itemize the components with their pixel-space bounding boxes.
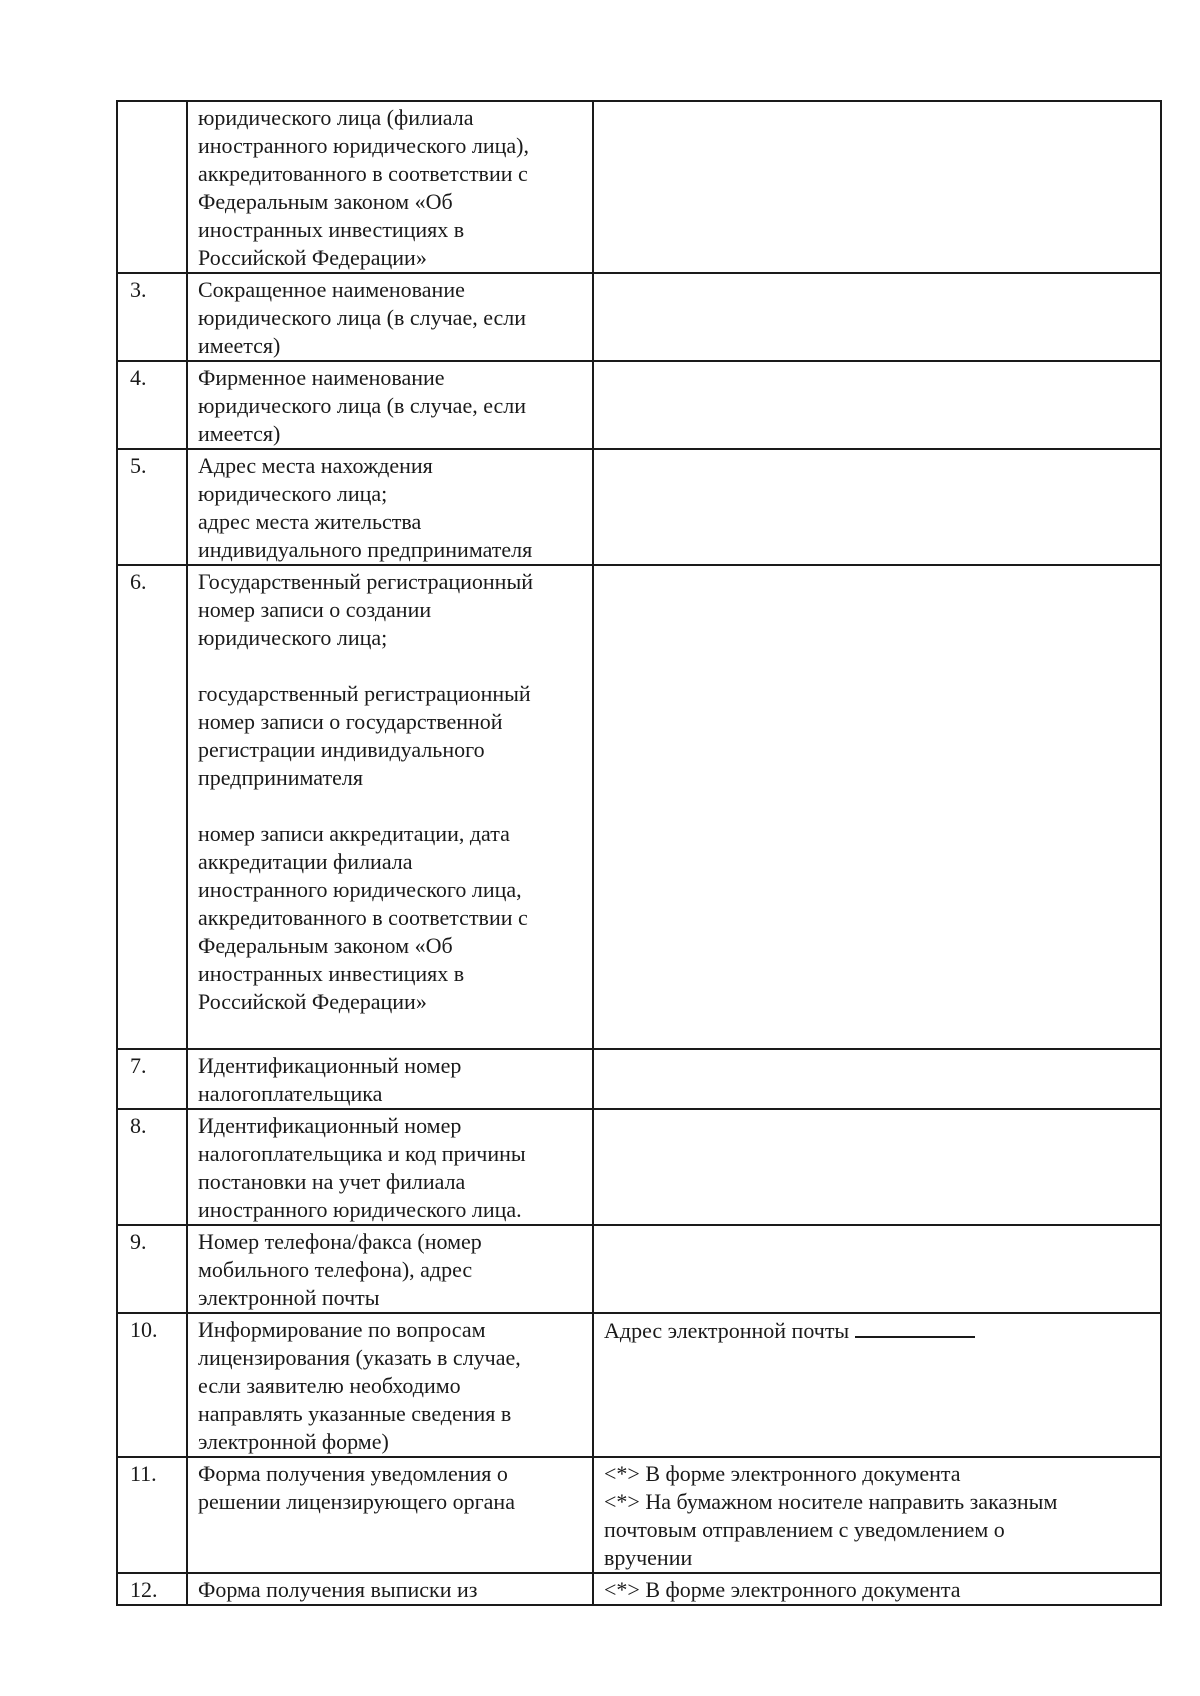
row-number — [117, 101, 187, 273]
field-value[interactable] — [593, 565, 1161, 1049]
row-number: 12. — [117, 1573, 187, 1605]
row-number: 7. — [117, 1049, 187, 1109]
row-number: 9. — [117, 1225, 187, 1313]
table-row — [117, 1457, 1161, 1573]
row-number: 3. — [117, 273, 187, 361]
table-row — [117, 361, 1161, 449]
field-label: Идентификационный номер налогоплательщика и код причины постановки на учет филиала иностранного юридического лица. — [187, 1109, 593, 1225]
notification-form-options[interactable]: <*> В форме электронного документа <*> На бумажном носителе направить заказным почтовым отправлением с уведомлением о вручении — [593, 1457, 1161, 1573]
field-value[interactable] — [593, 1225, 1161, 1313]
table-row — [117, 1109, 1161, 1225]
table-row — [117, 449, 1161, 565]
field-label: Идентификационный номер налогоплательщика — [187, 1049, 593, 1109]
field-label: Форма получения выписки из — [187, 1573, 593, 1605]
table-row — [117, 273, 1161, 361]
email-blank-line[interactable] — [855, 1316, 975, 1338]
table-row — [117, 101, 1161, 273]
license-form-table — [116, 100, 1162, 1606]
table-row — [117, 1573, 1161, 1605]
extract-form-options[interactable]: <*> В форме электронного документа — [593, 1573, 1161, 1605]
field-label: Информирование по вопросам лицензирования (указать в случае, если заявителю необходимо направлять указанные сведения в электронной форме) — [187, 1313, 593, 1457]
field-label: юридического лица (филиала иностранного юридического лица), аккредитованного в соответствии с Федеральным законом «Об иностранных инвестициях в Российской Федерации» — [187, 101, 593, 273]
field-value[interactable] — [593, 361, 1161, 449]
field-label: Адрес места нахождения юридического лица; адрес места жительства индивидуального предпринимателя — [187, 449, 593, 565]
table-row — [117, 565, 1161, 1049]
email-field-label: Адрес электронной почты — [604, 1318, 850, 1343]
row-number: 6. — [117, 565, 187, 1049]
field-value[interactable] — [593, 449, 1161, 565]
table-row — [117, 1313, 1161, 1457]
row-number: 4. — [117, 361, 187, 449]
field-label: Форма получения уведомления о решении лицензирующего органа — [187, 1457, 593, 1573]
email-field-cell — [593, 1313, 1161, 1457]
field-label: Номер телефона/факса (номер мобильного телефона), адрес электронной почты — [187, 1225, 593, 1313]
table-row — [117, 1225, 1161, 1313]
field-label: Сокращенное наименование юридического лица (в случае, если имеется) — [187, 273, 593, 361]
row-number: 10. — [117, 1313, 187, 1457]
field-value[interactable] — [593, 1049, 1161, 1109]
row-number: 5. — [117, 449, 187, 565]
field-value[interactable] — [593, 1109, 1161, 1225]
field-value[interactable] — [593, 273, 1161, 361]
table-row — [117, 1049, 1161, 1109]
field-label: Фирменное наименование юридического лица (в случае, если имеется) — [187, 361, 593, 449]
row-number: 11. — [117, 1457, 187, 1573]
row-number: 8. — [117, 1109, 187, 1225]
field-label: Государственный регистрационный номер записи о создании юридического лица; государственный регистрационный номер записи о государственной регистрации индивидуального предпринимателя номер записи аккредитации, дата аккредитации филиала иностранного юридического лица, аккредитованного в соответствии с Федеральным законом «Об иностранных инвестициях в Российской Федерации» — [187, 565, 593, 1049]
field-value[interactable] — [593, 101, 1161, 273]
